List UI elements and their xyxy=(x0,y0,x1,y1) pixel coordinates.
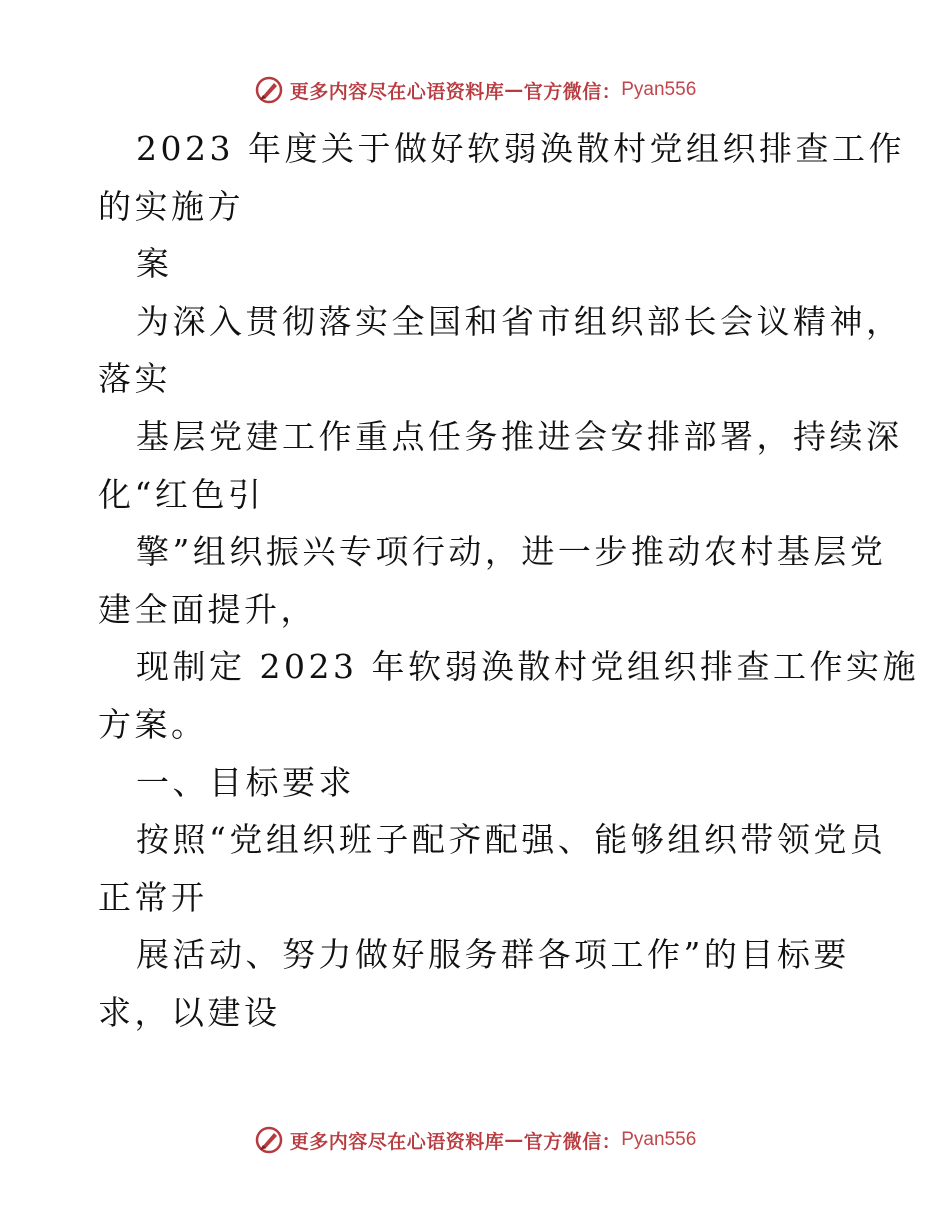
pen-logo-icon xyxy=(254,75,284,105)
watermark-contact-label: 官方微信： xyxy=(523,1130,622,1153)
text-line: 正常开 xyxy=(98,877,208,917)
text-line: 2023 年度关于做好软弱涣散村党组织排查工作 xyxy=(136,129,905,168)
text-line: 求，以建设 xyxy=(98,992,281,1032)
text-line: 现制定 2023 年软弱涣散村党组织排查工作实施 xyxy=(136,647,919,687)
text-line: 建全面提升， xyxy=(98,589,317,629)
text-line: 展活动、努力做好服务群各项工作”的目标要 xyxy=(136,935,850,975)
text-line: 擎”组织振兴专项行动，进一步推动农村基层党 xyxy=(136,532,887,572)
text-line: 按照“党组织班子配齐配强、能够组织带领党员 xyxy=(136,820,887,860)
watermark-brand: 更多内容尽在心语资料库 xyxy=(289,80,505,103)
pen-logo-icon xyxy=(254,1125,284,1155)
watermark-separator: — xyxy=(504,79,524,101)
text-line: 为深入贯彻落实全国和省市组织部长会议精神， xyxy=(136,301,903,341)
text-line: 一、目标要求 xyxy=(136,762,355,802)
text-line: 落实 xyxy=(98,359,171,399)
watermark-separator: — xyxy=(504,1129,524,1151)
watermark-contact-label: 官方微信： xyxy=(523,80,622,103)
text-line: 的实施方 xyxy=(98,186,244,226)
watermark-contact-id: Pyan556 xyxy=(621,1129,697,1150)
footer-watermark xyxy=(0,1120,950,1160)
text-line: 化“红色引 xyxy=(98,474,265,514)
text-line: 基层党建工作重点任务推进会安排部署，持续深 xyxy=(136,416,903,456)
watermark-brand: 更多内容尽在心语资料库 xyxy=(289,1130,505,1153)
text-line: 方案。 xyxy=(98,704,208,744)
watermark-contact-id: Pyan556 xyxy=(621,79,697,100)
header-watermark xyxy=(0,70,950,110)
text-line: 案 xyxy=(136,244,173,284)
document-body xyxy=(98,120,919,1042)
